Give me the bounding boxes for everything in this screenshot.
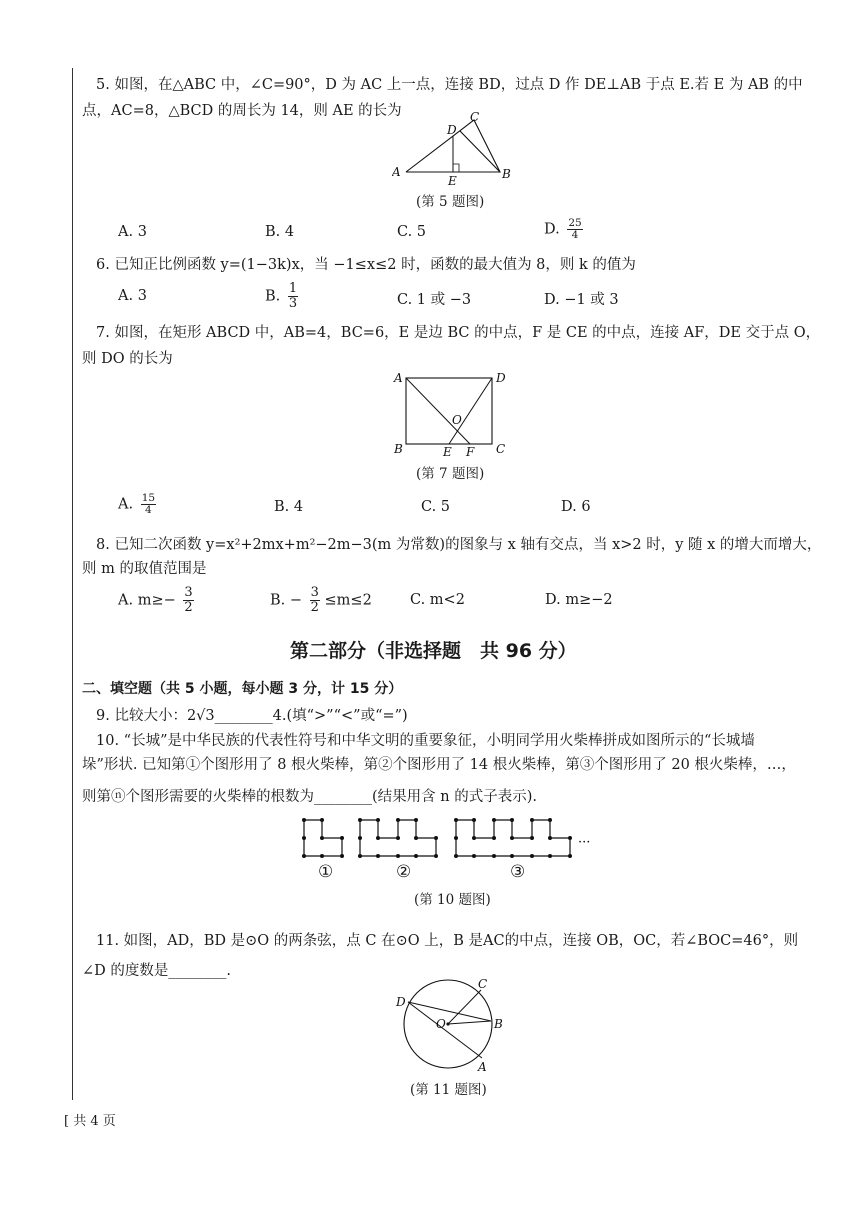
q5-text-line2: 点，AC=8，△BCD 的周长为 14，则 AE 的长为 [82,103,402,119]
q8-option-a [118,586,194,615]
q10-figure-label-1: ① [318,862,334,882]
q6-option-d: D. −1 或 3 [544,292,619,308]
q10-text-line1: 10. “长城”是中华民族的代表性符号和中华文明的重要象征，小明同学用火柴棒拼成如图所示的“长城墙 [96,733,755,749]
q5-option-d-den: 4 [571,229,579,241]
q7-label-o: O [452,413,462,427]
matchstick-joint-dot [320,854,324,858]
matchstick-joint-dot [302,854,306,858]
matchstick-joint-dot [492,854,496,858]
q7-option-b: B. 4 [274,499,304,515]
q11-label-c: C [478,977,488,991]
q8-option-d: D. m≥−2 [545,592,613,608]
q7-label-a: A [394,371,403,385]
q10-text-line3: 则第ⓝ个图形需要的火柴棒的根数为________(结果用含 n 的式子表示). [82,789,537,805]
matchstick-joint-dot [358,836,362,840]
q6-option-b-prefix: B. [265,288,281,305]
matchstick-joint-dot [492,818,496,822]
q8-option-b [270,586,372,615]
q11-text-line1: 11. 如图，AD，BD 是⊙O 的两条弦，点 C 在⊙O 上，B 是AC的中点，连接 OB，OC，若∠BOC=46°，则 [96,933,799,949]
q7-caption: (第 7 题图) [416,466,485,482]
matchstick-joint-dot [340,836,344,840]
q8-option-b-den: 2 [310,600,319,615]
matchstick-joint-dot [454,818,458,822]
matchstick-joint-dot [434,836,438,840]
q8-option-a-num: 3 [184,585,193,600]
q5-option-d-fraction [567,218,582,241]
matchstick-joint-dot [376,818,380,822]
q6-option-b [265,282,298,311]
matchstick-joint-dot [568,854,572,858]
q5-option-b: B. 4 [265,224,295,240]
q7-rectangle-figure [392,366,517,462]
matchstick-joint-dot [396,836,400,840]
matchstick-joint-dot [340,854,344,858]
matchstick-joint-dot [414,836,418,840]
left-margin-rule [72,68,73,1100]
q5-label-e: E [448,174,457,188]
q8-option-b-num: 3 [310,585,319,600]
q5-triangle-figure [392,112,522,188]
q8-option-a-prefix: A. m≥− [118,592,176,609]
q10-ellipsis: ··· [578,835,591,850]
q10-figure-label-3: ③ [510,862,526,882]
matchstick-joint-dot [320,836,324,840]
part2-title: 第二部分（非选择题 共 96 分） [290,640,577,662]
matchstick-joint-dot [530,854,534,858]
q8-option-a-fraction [183,586,193,615]
q8-option-c: C. m<2 [410,592,465,608]
q8-option-b-fraction [310,586,320,615]
q7-option-a-fraction [141,493,156,516]
matchstick-joint-dot [454,854,458,858]
q8-text-line2: 则 m 的取值范围是 [82,561,207,577]
matchstick-joint-dot [510,818,514,822]
matchstick-joint-dot [492,836,496,840]
q7-label-b: B [394,442,403,456]
q5-label-b: B [502,167,511,181]
page-footer: [ 共 4 页 [64,1114,116,1129]
q8-option-b-suffix: ≤m≤2 [324,592,372,609]
q5-option-d-num: 25 [568,217,582,229]
q6-option-b-den: 3 [288,296,298,311]
matchstick-joint-dot [548,818,552,822]
matchstick-joint-dot [376,836,380,840]
q11-label-b: B [494,1017,503,1031]
q5-option-d [544,218,583,241]
q5-option-d-prefix: D. [544,221,560,238]
matchstick-joint-dot [472,854,476,858]
q7-text-line2: 则 DO 的长为 [82,351,173,367]
matchstick-joint-dot [302,818,306,822]
q5-label-d: D [447,123,457,137]
q7-option-c: C. 5 [421,499,451,515]
q7-option-a-den: 4 [145,504,152,516]
q7-text-line1: 7. 如图，在矩形 ABCD 中，AB=4，BC=6，E 是边 BC 的中点，F 是 CE 的中点，连接 AF，DE 交于点 O， [96,325,821,341]
q8-text-line1: 8. 已知二次函数 y=x²+2mx+m²−2m−3(m 为常数)的图象与 x 轴有交点，当 x>2 时，y 随 x 的增大而增大， [96,537,822,553]
q11-circle-figure [390,976,520,1078]
matchstick-joint-dot [376,854,380,858]
q10-caption: (第 10 题图) [414,892,491,908]
q7-label-c: C [496,442,506,456]
q6-option-b-num: 1 [288,281,298,296]
matchstick-joint-dot [414,854,418,858]
matchstick-joint-dot [358,854,362,858]
q10-figure-label-2: ② [396,862,412,882]
q6-text: 6. 已知正比例函数 y=(1−3k)x，当 −1≤x≤2 时，函数的最大值为 8，则 k 的值为 [96,257,636,273]
matchstick-joint-dot [472,818,476,822]
q6-option-b-fraction [288,282,298,311]
q5-label-c: C [470,112,480,124]
matchstick-joint-dot [548,836,552,840]
matchstick-joint-dot [302,836,306,840]
q7-option-a [118,493,156,516]
q11-label-o: O [436,1017,446,1031]
q8-option-b-prefix: B. − [270,592,303,609]
matchstick-joint-dot [396,854,400,858]
fill-blank-section-heading: 二、填空题（共 5 小题，每小题 3 分，计 15 分） [82,681,403,697]
matchstick-joint-dot [472,836,476,840]
matchstick-joint-dot [454,836,458,840]
matchstick-joint-dot [510,854,514,858]
q11-label-d: D [396,995,406,1009]
q6-option-a: A. 3 [118,288,147,304]
q5-caption: (第 5 题图) [416,194,485,210]
matchstick-joint-dot [414,818,418,822]
q7-option-d: D. 6 [561,499,591,515]
q10-text-line2: 垛”形状. 已知第①个图形用了 8 根火柴棒，第②个图形用了 14 根火柴棒，第③个图形用了 20 根火柴棒，…， [82,757,796,773]
matchstick-joint-dot [530,818,534,822]
q8-option-a-den: 2 [184,600,193,615]
matchstick-joint-dot [510,836,514,840]
matchstick-joint-dot [320,818,324,822]
q11-text-line2: ∠D 的度数是________. [82,963,231,979]
q5-option-a: A. 3 [118,224,147,240]
matchstick-joint-dot [434,854,438,858]
q7-option-a-prefix: A. [118,496,134,513]
matchstick-joint-dot [358,818,362,822]
q7-option-a-num: 15 [141,492,156,504]
q5-option-c: C. 5 [397,224,427,240]
matchstick-joint-dot [530,836,534,840]
q9-text: 9. 比较大小：2√3________4.(填“>”“<”或“=”) [96,708,408,724]
matchstick-joint-dot [396,818,400,822]
matchstick-joint-dot [568,836,572,840]
q6-option-c: C. 1 或 −3 [397,292,472,308]
q7-label-d: D [496,371,506,385]
q5-label-a: A [392,165,401,179]
q11-caption: (第 11 题图) [410,1082,487,1098]
q5-text-line1: 5. 如图，在△ABC 中，∠C=90°，D 为 AC 上一点，连接 BD，过点 D 作 DE⊥AB 于点 E.若 E 为 AB 的中 [96,77,803,93]
q11-label-a: A [478,1060,487,1074]
q7-label-f: F [466,445,475,459]
q7-label-e: E [443,445,452,459]
matchstick-joint-dot [548,854,552,858]
q10-matchstick-figure [296,812,606,864]
